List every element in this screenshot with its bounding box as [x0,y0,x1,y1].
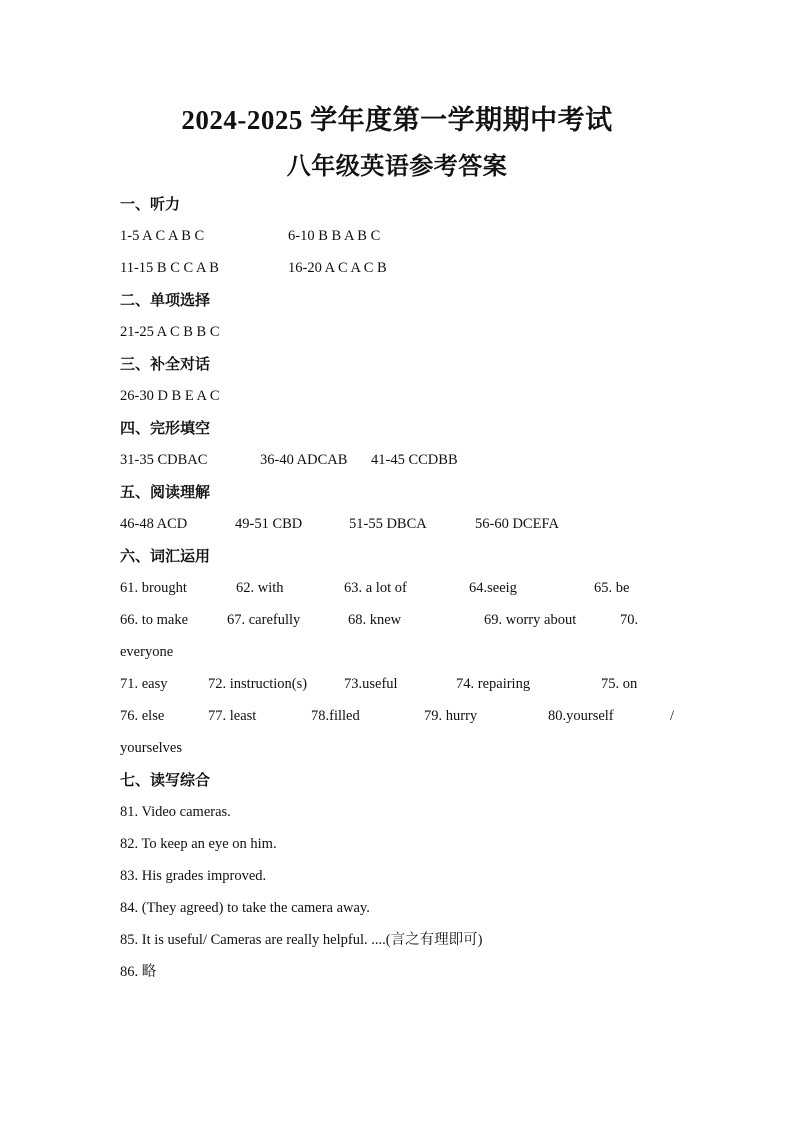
vocab-answer: 73.useful [344,676,398,692]
vocab-answer: 66. to make [120,612,189,628]
vocab-answer: 74. repairing [456,676,531,692]
vocab-answer: 78.filled [311,708,360,724]
answer-group: 36-40 ADCAB [260,452,348,468]
section-integrated-heading: 七、读写综合 [120,771,211,789]
vocab-answer: 72. instruction(s) [208,676,308,692]
vocab-answer-separator: / [670,708,675,724]
integrated-answer: 84. (They agreed) to take the camera away. [120,900,370,916]
vocab-answer: 71. easy [120,676,168,692]
section-listening-heading: 一、听力 [120,195,181,213]
vocab-answer: 79. hurry [424,708,478,724]
integrated-answer: 82. To keep an eye on him. [120,836,277,852]
answer-group: 31-35 CDBAC [120,452,208,468]
answer-group: 11-15 B C C A B [120,260,219,276]
vocab-answer-continued: everyone [120,644,174,660]
vocab-answer: 67. carefully [227,612,301,628]
section-cloze-heading: 四、完形填空 [120,419,211,437]
vocab-answer: 76. else [120,708,165,724]
vocab-answer: 80.yourself [548,708,614,724]
vocab-answer: 75. on [601,676,638,692]
vocab-answer: 62. with [236,580,284,596]
integrated-answer: 83. His grades improved. [120,868,267,884]
answer-group: 49-51 CBD [235,516,303,532]
answer-group: 56-60 DCEFA [475,516,559,532]
section-single-choice-heading: 二、单项选择 [120,291,211,309]
answer-group: 6-10 B B A B C [288,228,381,244]
vocab-answer: 65. be [594,580,630,596]
integrated-answer: 81. Video cameras. [120,804,231,820]
answer-group: 1-5 A C A B C [120,228,205,244]
vocab-answer: 68. knew [348,612,402,628]
document-title: 2024-2025 学年度第一学期期中考试 [181,105,613,135]
answer-group: 41-45 CCDBB [371,452,458,468]
answer-group: 21-25 A C B B C [120,324,220,340]
answer-group: 26-30 D B E A C [120,388,220,404]
vocab-answer: 61. brought [120,580,187,596]
vocab-answer: 69. worry about [484,612,577,628]
answer-group: 51-55 DBCA [349,516,427,532]
vocab-answer: 70. [620,612,639,628]
section-dialogue-heading: 三、补全对话 [120,355,211,373]
answer-group: 46-48 ACD [120,516,188,532]
vocab-answer: 77. least [208,708,257,724]
section-reading-heading: 五、阅读理解 [120,483,211,501]
vocab-answer-continued: yourselves [120,740,183,756]
document-subtitle: 八年级英语参考答案 [286,154,508,180]
vocab-answer: 64.seeig [469,580,517,596]
integrated-answer: 86. 略 [120,964,157,980]
vocab-answer: 63. a lot of [344,580,407,596]
section-vocab-heading: 六、词汇运用 [120,547,211,565]
integrated-answer: 85. It is useful/ Cameras are really helpful. ....(言之有理即可) [120,932,483,948]
answer-group: 16-20 A C A C B [288,260,387,276]
